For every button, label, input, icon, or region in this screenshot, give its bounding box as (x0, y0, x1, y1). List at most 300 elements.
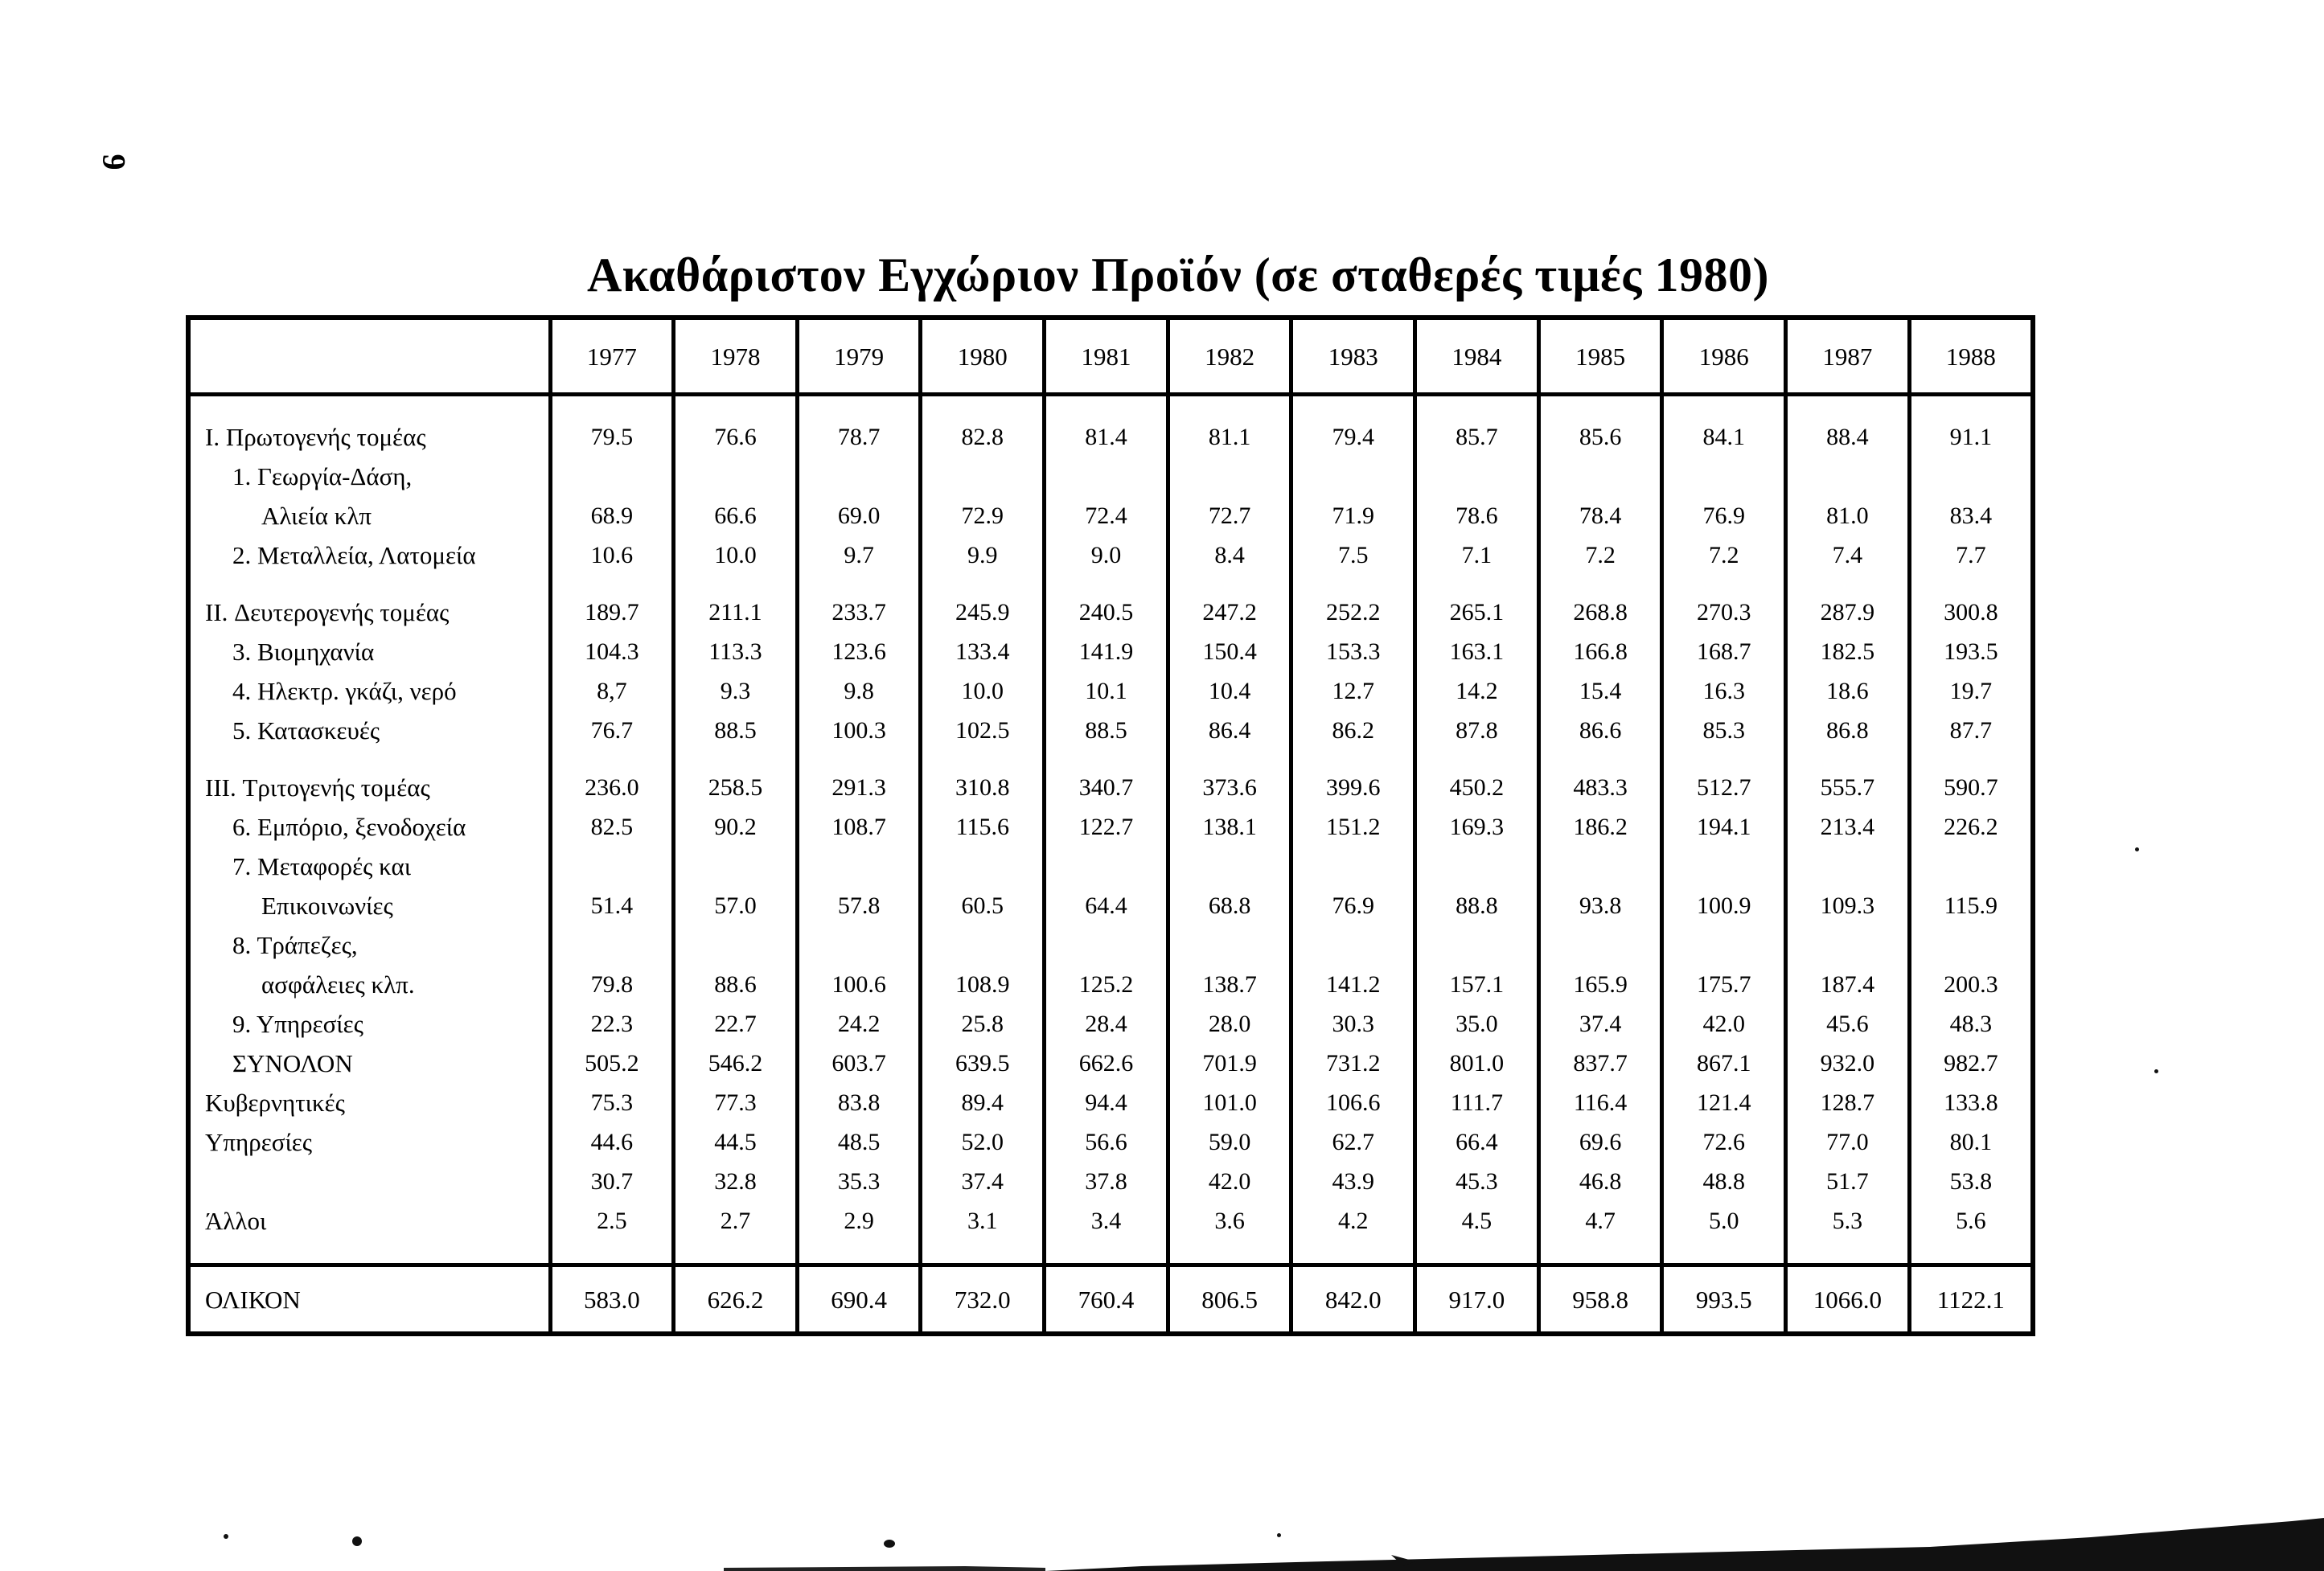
value-cell: 86.2 (1291, 711, 1415, 750)
value-cell: 43.9 (1291, 1162, 1415, 1201)
year-header-1985: 1985 (1538, 318, 1662, 395)
value-cell: 100.6 (797, 965, 921, 1004)
value-cell: 128.7 (1786, 1083, 1910, 1122)
value-cell: 91.1 (1909, 417, 2033, 457)
value-cell: 53.8 (1909, 1162, 2033, 1201)
value-cell: 14.2 (1415, 671, 1539, 711)
value-cell: 81.4 (1045, 417, 1168, 457)
value-cell: 88.5 (1045, 711, 1168, 750)
value-cell: 555.7 (1786, 768, 1910, 807)
value-cell: 258.5 (674, 768, 798, 807)
value-cell: 291.3 (797, 768, 921, 807)
page-number: 9 (96, 154, 133, 170)
value-cell: 111.7 (1415, 1083, 1539, 1122)
spacer-cell (188, 575, 550, 593)
value-cell: 78.6 (1415, 496, 1539, 535)
value-cell: 3.4 (1045, 1201, 1168, 1241)
value-cell: 51.7 (1786, 1162, 1910, 1201)
table-row (188, 535, 2033, 575)
value-cell: 69.6 (1538, 1122, 1662, 1162)
value-cell (1909, 457, 2033, 496)
value-cell: 7.2 (1538, 535, 1662, 575)
total-value-cell: 1066.0 (1786, 1265, 1910, 1335)
spacer-cell (1909, 750, 2033, 768)
spacer-cell (1786, 750, 1910, 768)
value-cell: 72.9 (921, 496, 1045, 535)
table-row (188, 1004, 2033, 1044)
value-cell: 7.5 (1291, 535, 1415, 575)
value-cell (1662, 925, 1786, 965)
spacer-cell (1045, 575, 1168, 593)
scan-speck (2135, 847, 2139, 851)
page-title: Ακαθάριστον Εγχώριον Προϊόν (σε σταθερές τιμές 1980) (587, 248, 1769, 301)
table-row (188, 1201, 2033, 1241)
value-cell: 80.1 (1909, 1122, 2033, 1162)
value-cell: 57.0 (674, 886, 798, 925)
value-cell: 169.3 (1415, 807, 1539, 847)
value-cell: 141.9 (1045, 632, 1168, 671)
value-cell: 701.9 (1168, 1044, 1291, 1083)
value-cell: 45.3 (1415, 1162, 1539, 1201)
value-cell (1045, 925, 1168, 965)
value-cell: 18.6 (1786, 671, 1910, 711)
year-header-1979: 1979 (797, 318, 921, 395)
row-label: II. Δευτερογενής τομέας (188, 593, 550, 632)
value-cell: 77.3 (674, 1083, 798, 1122)
spacer-cell (188, 750, 550, 768)
value-cell: 10.4 (1168, 671, 1291, 711)
year-header-1981: 1981 (1045, 318, 1168, 395)
value-cell: 48.3 (1909, 1004, 2033, 1044)
value-cell: 108.9 (921, 965, 1045, 1004)
value-cell: 87.7 (1909, 711, 2033, 750)
value-cell: 46.8 (1538, 1162, 1662, 1201)
value-cell: 86.4 (1168, 711, 1291, 750)
value-cell: 81.0 (1786, 496, 1910, 535)
value-cell: 24.2 (797, 1004, 921, 1044)
gdp-table (186, 315, 2035, 1336)
value-cell: 51.4 (550, 886, 674, 925)
spacer-cell (1538, 395, 1662, 418)
spacer-cell (1415, 575, 1539, 593)
spacer-cell (550, 395, 674, 418)
year-header-1980: 1980 (921, 318, 1045, 395)
total-value-cell: 842.0 (1291, 1265, 1415, 1335)
value-cell: 837.7 (1538, 1044, 1662, 1083)
spacer-cell (1045, 750, 1168, 768)
value-cell: 42.0 (1168, 1162, 1291, 1201)
value-cell: 150.4 (1168, 632, 1291, 671)
value-cell: 76.7 (550, 711, 674, 750)
value-cell: 85.7 (1415, 417, 1539, 457)
value-cell: 12.7 (1291, 671, 1415, 711)
value-cell: 450.2 (1415, 768, 1539, 807)
total-value-cell: 732.0 (921, 1265, 1045, 1335)
spacer-cell (1662, 750, 1786, 768)
value-cell (1291, 847, 1415, 886)
value-cell: 44.6 (550, 1122, 674, 1162)
year-header-1983: 1983 (1291, 318, 1415, 395)
spacer-cell (1291, 1241, 1415, 1265)
row-label: 3. Βιομηχανία (188, 632, 550, 671)
value-cell: 138.1 (1168, 807, 1291, 847)
value-cell (1662, 457, 1786, 496)
spacer-cell (1909, 1241, 2033, 1265)
row-label: 8. Τράπεζες, (188, 925, 550, 965)
value-cell: 2.9 (797, 1201, 921, 1241)
value-cell: 240.5 (1045, 593, 1168, 632)
spacer-cell (797, 750, 921, 768)
spacer-cell (921, 395, 1045, 418)
value-cell (1786, 847, 1910, 886)
value-cell: 9.7 (797, 535, 921, 575)
spacer-cell (1786, 395, 1910, 418)
value-cell: 175.7 (1662, 965, 1786, 1004)
value-cell: 57.8 (797, 886, 921, 925)
total-value-cell: 760.4 (1045, 1265, 1168, 1335)
row-label: 7. Μεταφορές και (188, 847, 550, 886)
table-row (188, 1083, 2033, 1122)
value-cell: 268.8 (1538, 593, 1662, 632)
table-body (188, 395, 2033, 1335)
value-cell (1415, 457, 1539, 496)
value-cell: 546.2 (674, 1044, 798, 1083)
value-cell: 93.8 (1538, 886, 1662, 925)
value-cell: 211.1 (674, 593, 798, 632)
value-cell: 79.5 (550, 417, 674, 457)
value-cell: 163.1 (1415, 632, 1539, 671)
value-cell: 83.8 (797, 1083, 921, 1122)
value-cell: 83.4 (1909, 496, 2033, 535)
value-cell: 88.8 (1415, 886, 1539, 925)
value-cell: 44.5 (674, 1122, 798, 1162)
row-label: ΣΥΝΟΛΟΝ (188, 1044, 550, 1083)
value-cell: 60.5 (921, 886, 1045, 925)
value-cell: 125.2 (1045, 965, 1168, 1004)
value-cell: 62.7 (1291, 1122, 1415, 1162)
value-cell: 101.0 (1168, 1083, 1291, 1122)
value-cell: 48.8 (1662, 1162, 1786, 1201)
total-value-cell: 1122.1 (1909, 1265, 2033, 1335)
row-label: III. Τριτογενής τομέας (188, 768, 550, 807)
value-cell: 72.6 (1662, 1122, 1786, 1162)
value-cell: 867.1 (1662, 1044, 1786, 1083)
spacer-cell (674, 750, 798, 768)
value-cell: 10.6 (550, 535, 674, 575)
value-cell: 165.9 (1538, 965, 1662, 1004)
value-cell: 108.7 (797, 807, 921, 847)
value-cell: 86.6 (1538, 711, 1662, 750)
value-cell (1786, 925, 1910, 965)
value-cell (1909, 925, 2033, 965)
value-cell (550, 847, 674, 886)
value-cell (674, 847, 798, 886)
value-cell (1538, 925, 1662, 965)
value-cell: 8,7 (550, 671, 674, 711)
value-cell: 22.3 (550, 1004, 674, 1044)
row-label: Άλλοι (188, 1201, 550, 1241)
value-cell: 157.1 (1415, 965, 1539, 1004)
value-cell: 25.8 (921, 1004, 1045, 1044)
spacer-cell (674, 1241, 798, 1265)
value-cell: 66.4 (1415, 1122, 1539, 1162)
value-cell: 78.4 (1538, 496, 1662, 535)
value-cell (1168, 925, 1291, 965)
value-cell: 89.4 (921, 1083, 1045, 1122)
spacer-cell (797, 1241, 921, 1265)
value-cell: 226.2 (1909, 807, 2033, 847)
value-cell: 168.7 (1662, 632, 1786, 671)
value-cell: 300.8 (1909, 593, 2033, 632)
value-cell: 662.6 (1045, 1044, 1168, 1083)
spacer-cell (1415, 395, 1539, 418)
value-cell: 37.4 (921, 1162, 1045, 1201)
value-cell (1045, 847, 1168, 886)
value-cell: 30.7 (550, 1162, 674, 1201)
table-row (188, 768, 2033, 807)
value-cell: 7.7 (1909, 535, 2033, 575)
value-cell: 236.0 (550, 768, 674, 807)
spacer-cell (1662, 1241, 1786, 1265)
value-cell: 187.4 (1786, 965, 1910, 1004)
total-label: ΟΛΙΚΟΝ (188, 1265, 550, 1335)
total-value-cell: 806.5 (1168, 1265, 1291, 1335)
spacer-cell (550, 750, 674, 768)
scan-speck (352, 1536, 362, 1546)
spacer-cell (921, 1241, 1045, 1265)
spacer-cell (1291, 395, 1415, 418)
total-row (188, 1265, 2033, 1335)
value-cell: 22.7 (674, 1004, 798, 1044)
value-cell: 10.0 (921, 671, 1045, 711)
table-row (188, 417, 2033, 457)
value-cell: 247.2 (1168, 593, 1291, 632)
row-label: Κυβερνητικές (188, 1083, 550, 1122)
value-cell: 10.1 (1045, 671, 1168, 711)
value-cell: 45.6 (1786, 1004, 1910, 1044)
value-cell: 15.4 (1538, 671, 1662, 711)
value-cell: 28.4 (1045, 1004, 1168, 1044)
value-cell: 35.3 (797, 1162, 921, 1201)
value-cell: 71.9 (1291, 496, 1415, 535)
value-cell: 76.9 (1291, 886, 1415, 925)
value-cell: 7.4 (1786, 535, 1910, 575)
value-cell (1291, 925, 1415, 965)
value-cell: 88.4 (1786, 417, 1910, 457)
value-cell: 3.6 (1168, 1201, 1291, 1241)
value-cell (1415, 847, 1539, 886)
value-cell: 138.7 (1168, 965, 1291, 1004)
value-cell: 122.7 (1045, 807, 1168, 847)
value-cell: 801.0 (1415, 1044, 1539, 1083)
year-header-1977: 1977 (550, 318, 674, 395)
row-label: 6. Εμπόριο, ξενοδοχεία (188, 807, 550, 847)
value-cell: 30.3 (1291, 1004, 1415, 1044)
value-cell: 68.9 (550, 496, 674, 535)
value-cell: 5.3 (1786, 1201, 1910, 1241)
value-cell: 66.6 (674, 496, 798, 535)
value-cell: 512.7 (1662, 768, 1786, 807)
value-cell: 28.0 (1168, 1004, 1291, 1044)
value-cell: 186.2 (1538, 807, 1662, 847)
value-cell: 104.3 (550, 632, 674, 671)
value-cell: 2.5 (550, 1201, 674, 1241)
year-header-1988: 1988 (1909, 318, 2033, 395)
value-cell: 4.2 (1291, 1201, 1415, 1241)
value-cell: 88.5 (674, 711, 798, 750)
spacer-row (188, 750, 2033, 768)
value-cell (1291, 457, 1415, 496)
value-cell: 265.1 (1415, 593, 1539, 632)
value-cell: 603.7 (797, 1044, 921, 1083)
value-cell: 2.7 (674, 1201, 798, 1241)
value-cell: 4.7 (1538, 1201, 1662, 1241)
value-cell: 270.3 (1662, 593, 1786, 632)
value-cell: 68.8 (1168, 886, 1291, 925)
value-cell (550, 925, 674, 965)
header-corner-cell (188, 318, 550, 395)
value-cell (1538, 457, 1662, 496)
value-cell: 84.1 (1662, 417, 1786, 457)
spacer-cell (1168, 395, 1291, 418)
spacer-cell (1045, 1241, 1168, 1265)
total-value-cell: 993.5 (1662, 1265, 1786, 1335)
spacer-cell (1538, 575, 1662, 593)
value-cell: 56.6 (1045, 1122, 1168, 1162)
value-cell: 100.9 (1662, 886, 1786, 925)
value-cell: 123.6 (797, 632, 921, 671)
value-cell: 252.2 (1291, 593, 1415, 632)
table-row (188, 457, 2033, 496)
value-cell: 75.3 (550, 1083, 674, 1122)
year-header-1982: 1982 (1168, 318, 1291, 395)
total-value-cell: 626.2 (674, 1265, 798, 1335)
value-cell: 310.8 (921, 768, 1045, 807)
table-row (188, 807, 2033, 847)
spacer-cell (1662, 395, 1786, 418)
spacer-cell (188, 395, 550, 418)
value-cell: 115.6 (921, 807, 1045, 847)
spacer-cell (550, 575, 674, 593)
value-cell: 121.4 (1662, 1083, 1786, 1122)
row-label: Αλιεία κλπ (188, 496, 550, 535)
table-row (188, 1122, 2033, 1162)
row-label: Επικοινωνίες (188, 886, 550, 925)
table-row (188, 711, 2033, 750)
row-label (188, 1162, 550, 1201)
row-label: 1. Γεωργία-Δάση, (188, 457, 550, 496)
value-cell: 9.0 (1045, 535, 1168, 575)
value-cell: 166.8 (1538, 632, 1662, 671)
row-label: Υπηρεσίες (188, 1122, 550, 1162)
spacer-cell (1168, 1241, 1291, 1265)
value-cell: 82.8 (921, 417, 1045, 457)
spacer-cell (797, 575, 921, 593)
value-cell (674, 925, 798, 965)
total-value-cell: 583.0 (550, 1265, 674, 1335)
value-cell: 19.7 (1909, 671, 2033, 711)
spacer-cell (1291, 575, 1415, 593)
value-cell (921, 925, 1045, 965)
value-cell: 76.6 (674, 417, 798, 457)
value-cell (921, 457, 1045, 496)
spacer-row (188, 1241, 2033, 1265)
spacer-cell (797, 395, 921, 418)
spacer-row (188, 575, 2033, 593)
value-cell: 182.5 (1786, 632, 1910, 671)
value-cell: 5.6 (1909, 1201, 2033, 1241)
scan-speck (224, 1534, 228, 1539)
value-cell (921, 847, 1045, 886)
spacer-cell (1168, 575, 1291, 593)
value-cell (1045, 457, 1168, 496)
value-cell: 59.0 (1168, 1122, 1291, 1162)
value-cell: 373.6 (1168, 768, 1291, 807)
value-cell: 9.8 (797, 671, 921, 711)
value-cell: 189.7 (550, 593, 674, 632)
value-cell: 194.1 (1662, 807, 1786, 847)
row-label: 9. Υπηρεσίες (188, 1004, 550, 1044)
value-cell: 399.6 (1291, 768, 1415, 807)
value-cell (797, 847, 921, 886)
value-cell (1786, 457, 1910, 496)
value-cell: 153.3 (1291, 632, 1415, 671)
value-cell: 90.2 (674, 807, 798, 847)
value-cell: 52.0 (921, 1122, 1045, 1162)
value-cell (1909, 847, 2033, 886)
year-header-1984: 1984 (1415, 318, 1539, 395)
value-cell: 16.3 (1662, 671, 1786, 711)
scan-speck (884, 1540, 895, 1548)
table-header-row (188, 318, 2033, 395)
value-cell: 113.3 (674, 632, 798, 671)
value-cell: 233.7 (797, 593, 921, 632)
value-cell: 287.9 (1786, 593, 1910, 632)
value-cell: 213.4 (1786, 807, 1910, 847)
table-row (188, 1044, 2033, 1083)
value-cell: 7.1 (1415, 535, 1539, 575)
total-value-cell: 917.0 (1415, 1265, 1539, 1335)
table-row (188, 593, 2033, 632)
spacer-cell (1538, 1241, 1662, 1265)
value-cell (797, 457, 921, 496)
value-cell: 109.3 (1786, 886, 1910, 925)
spacer-cell (550, 1241, 674, 1265)
value-cell: 72.7 (1168, 496, 1291, 535)
value-cell: 115.9 (1909, 886, 2033, 925)
scan-speck (2154, 1069, 2158, 1073)
value-cell (1168, 457, 1291, 496)
spacer-cell (1786, 575, 1910, 593)
value-cell: 106.6 (1291, 1083, 1415, 1122)
value-cell: 9.3 (674, 671, 798, 711)
year-header-1986: 1986 (1662, 318, 1786, 395)
spacer-cell (1045, 395, 1168, 418)
value-cell: 932.0 (1786, 1044, 1910, 1083)
value-cell: 102.5 (921, 711, 1045, 750)
value-cell: 37.8 (1045, 1162, 1168, 1201)
scan-speck (1277, 1533, 1281, 1537)
value-cell (1415, 925, 1539, 965)
value-cell: 78.7 (797, 417, 921, 457)
value-cell: 193.5 (1909, 632, 2033, 671)
value-cell: 982.7 (1909, 1044, 2033, 1083)
total-value-cell: 690.4 (797, 1265, 921, 1335)
value-cell: 4.5 (1415, 1201, 1539, 1241)
value-cell: 85.6 (1538, 417, 1662, 457)
value-cell: 245.9 (921, 593, 1045, 632)
value-cell (1168, 847, 1291, 886)
